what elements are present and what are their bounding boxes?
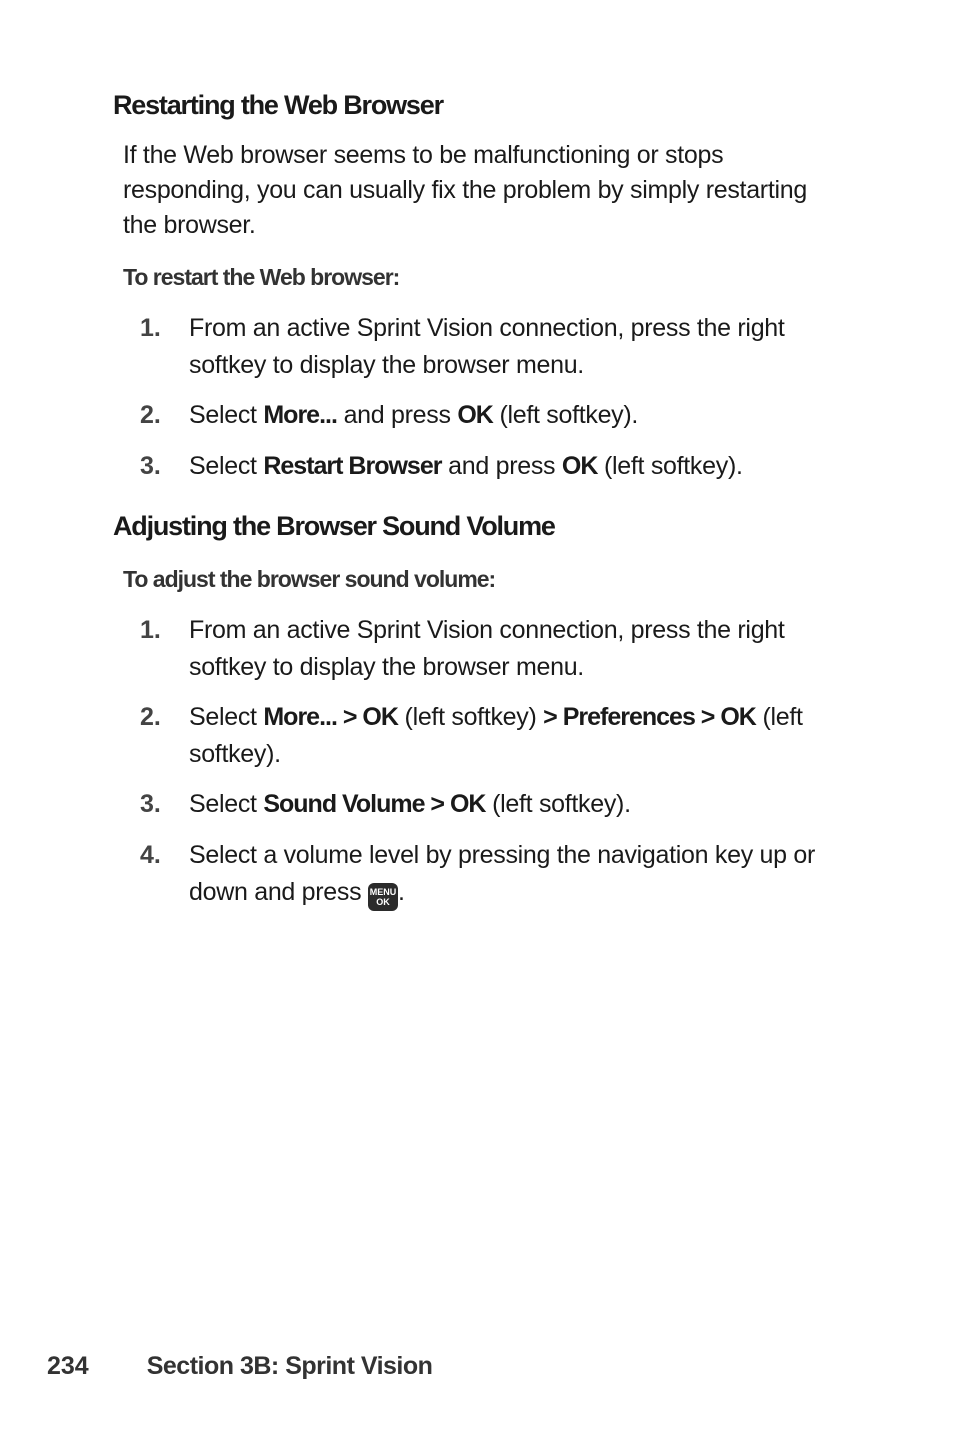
menu-ok-key-icon: MENU OK: [368, 883, 398, 911]
step-text: Select Restart Browser and press OK (left softkey).: [189, 452, 743, 480]
menu-item-label: More...: [263, 401, 337, 429]
key-label: OK: [561, 452, 598, 480]
menu-path-label: Sound Volume > OK: [263, 790, 486, 818]
page-number: 234: [47, 1352, 89, 1380]
intro-paragraph: If the Web browser seems to be malfunctioning or stops responding, you can usually fix the problem by simply restarting the browser.: [123, 141, 807, 239]
step-text: Select More... > OK (left softkey) > Preferences > OK (left softkey).: [189, 703, 803, 768]
page-footer: [47, 1350, 432, 1382]
step-text: Select Sound Volume > OK (left softkey).: [189, 790, 631, 818]
step-number: 4.: [140, 841, 161, 869]
restart-step-2: [140, 397, 850, 434]
volume-step-4: [140, 837, 850, 911]
step-number: 2.: [140, 401, 161, 429]
step-number: 1.: [140, 616, 161, 644]
menu-item-label: Restart Browser: [263, 452, 442, 480]
step-text: From an active Sprint Vision connection, press the right softkey to display the browser menu.: [189, 616, 785, 681]
procedure-lead-restart: To restart the Web browser:: [123, 264, 400, 290]
restart-step-3: [140, 448, 850, 485]
step-number: 2.: [140, 703, 161, 731]
step-number: 3.: [140, 790, 161, 818]
section-heading-volume: Adjusting the Browser Sound Volume: [113, 511, 555, 541]
volume-step-2: [140, 699, 850, 773]
step-number: 3.: [140, 452, 161, 480]
step-text: Select a volume level by pressing the navigation key up or down and press MENU OK .: [189, 837, 850, 911]
restart-step-1: [140, 310, 850, 384]
footer-section-title: Section 3B: Sprint Vision: [146, 1352, 433, 1380]
volume-step-1: [140, 612, 850, 686]
step-text: Select More... and press OK (left softkey).: [189, 401, 639, 429]
step-number: 1.: [140, 314, 161, 342]
menu-path-label: More... > OK: [263, 703, 398, 731]
key-label: OK: [457, 401, 493, 429]
step-text: From an active Sprint Vision connection, press the right softkey to display the browser menu.: [189, 314, 785, 379]
menu-path-label: > Preferences > OK: [543, 703, 756, 731]
procedure-lead-volume: To adjust the browser sound volume:: [123, 566, 496, 592]
section-heading-restart: Restarting the Web Browser: [113, 90, 443, 120]
volume-step-3: [140, 786, 850, 823]
